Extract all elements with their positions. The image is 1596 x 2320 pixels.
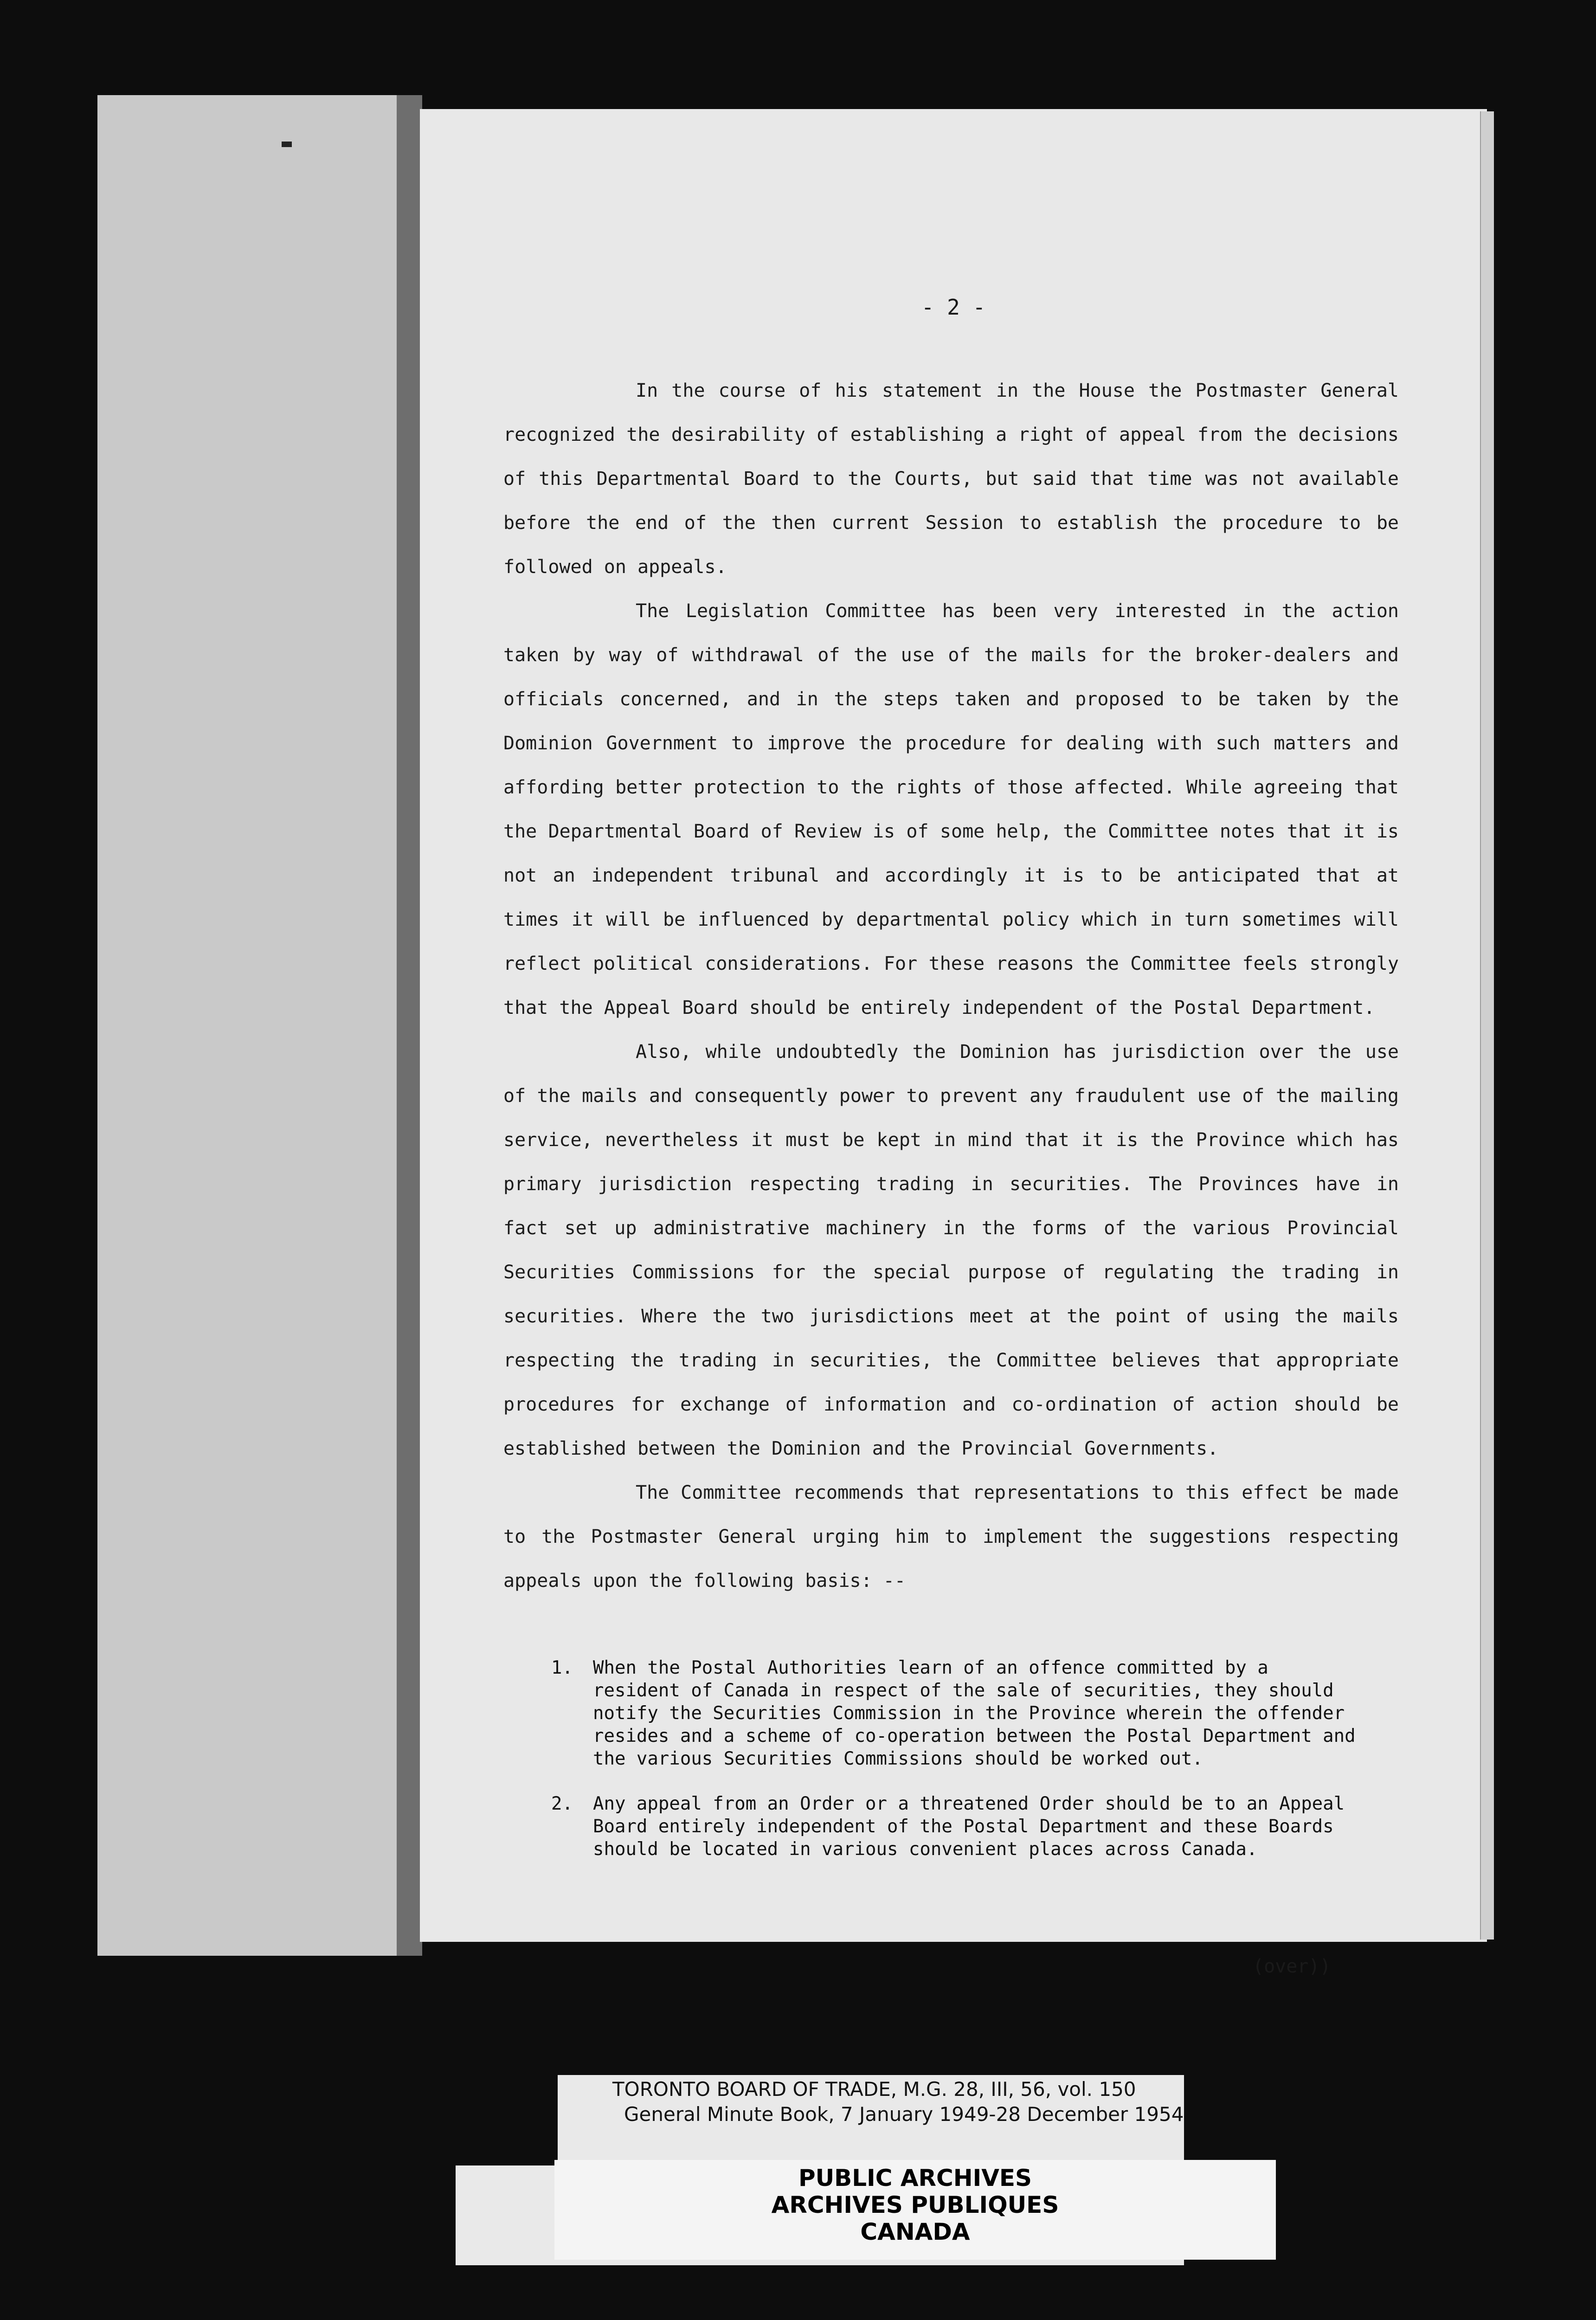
paragraph: The Legislation Committee has been very interested in the action taken by way of withdrawal of the use of the mails for the broker-dealers and officials concerned, and in the steps taken and proposed to be taken by the Dominion Government to improve the procedure for dealing with such matters and affording better protection to the rights of those affected. While agreeing that the Departmental Board of Review is of some help, the Committee notes that it is not an independent tribunal and accordingly it is to be anticipated that at times it will be influenced by departmental policy which in turn sometimes will reflect political considerations. For these reasons the Committee feels strongly that the Appeal Board should be entirely independent of the Postal Department.	[503, 600, 1399, 1018]
continued-note: (over))	[1253, 1956, 1331, 1977]
archive-country: CANADA	[860, 2218, 970, 2245]
paragraph: The Committee recommends that representations to this effect be made to the Postmaster General urging him to implement the suggestions respecting appeals upon the following basis: --	[503, 1482, 1399, 1592]
list-item-number: 1.	[551, 1657, 573, 1678]
list-item-text: Any appeal from an Order or a threatened Order should be to an Appeal Board entirely independent of the Postal Department and these Boards should be located in various convenient places across Canada.	[593, 1793, 1345, 1860]
list-item	[551, 1656, 1358, 1770]
body-text	[503, 369, 1399, 1603]
page-gutter	[397, 95, 422, 1956]
page-number: - 2 -	[921, 295, 986, 320]
archive-name-en: PUBLIC ARCHIVES	[798, 2165, 1032, 2191]
paragraph: Also, while undoubtedly the Dominion has jurisdiction over the use of the mails and consequently power to prevent any fraudulent use of the mailing service, nevertheless it must be kept in mind that it is the Province which has primary jurisdiction respecting trading in securities. The Provinces have in fact set up administrative machinery in the forms of the various Provincial Securities Commissions for the special purpose of regulating the trading in securities. Where the two jurisdictions meet at the point of using the mails respecting the trading in securities, the Committee believes that appropriate procedures for exchange of information and co-ordination of action should be established between the Dominion and the Provincial Governments.	[503, 1041, 1399, 1459]
document-page	[420, 109, 1487, 1977]
page-edge	[1480, 111, 1494, 1940]
archive-stamp	[554, 2160, 1276, 2260]
paragraph: In the course of his statement in the House the Postmaster General recognized the desirability of establishing a right of appeal from the decisions of this Departmental Board to the Courts, but said that time was not available before the end of the then current Session to establish the procedure to be followed on appeals.	[503, 380, 1399, 578]
archive-citation-line: General Minute Book, 7 January 1949-28 December 1954	[624, 2103, 1184, 2126]
archive-citation-line: TORONTO BOARD OF TRADE, M.G. 28, III, 56, vol. 150	[612, 2078, 1136, 2101]
list-item-text: When the Postal Authorities learn of an offence committed by a resident of Canada in respect of the sale of securities, they should notify the Securities Commission in the Province wherein the offender resides and a scheme of co-operation between the Postal Department and the various Securities Commissions should be worked out.	[593, 1657, 1356, 1769]
list-item	[551, 1792, 1358, 1861]
archive-name-fr: ARCHIVES PUBLIQUES	[771, 2191, 1059, 2218]
facing-page	[97, 95, 404, 1956]
stray-mark	[282, 142, 292, 147]
list-item-number: 2.	[551, 1793, 573, 1814]
recommendation-list	[551, 1656, 1358, 1883]
label-notch	[456, 2075, 558, 2165]
